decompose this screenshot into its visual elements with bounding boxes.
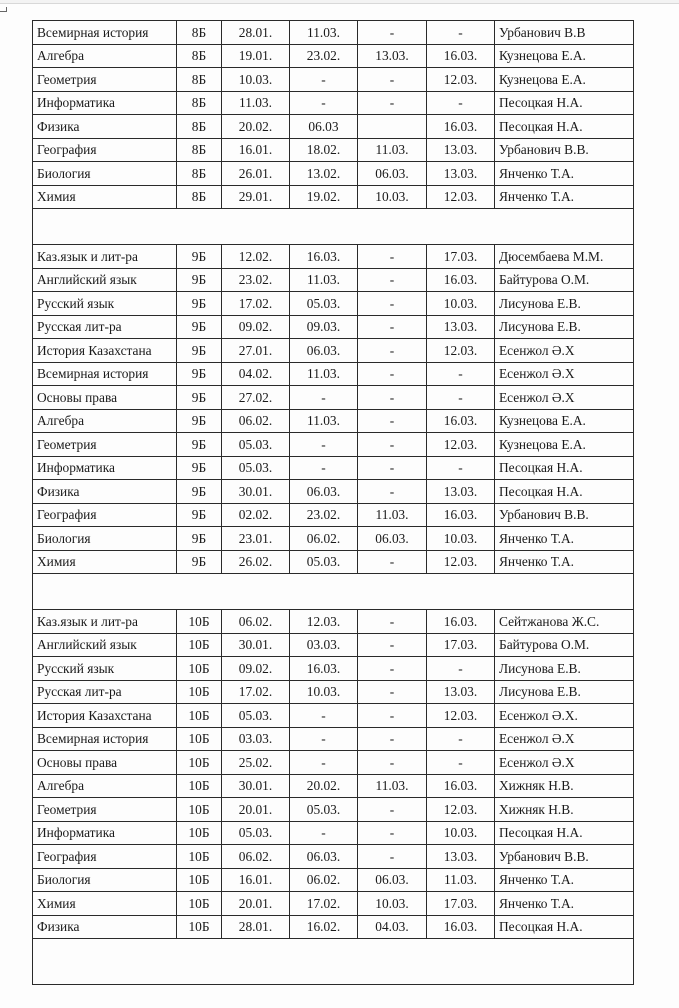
date2-cell: 06.02. [290,527,358,551]
teacher-cell: Есенжол Ә.Х [495,727,634,751]
class-cell: 9Б [177,315,222,339]
class-cell: 10Б [177,892,222,916]
table-row [33,115,634,139]
date4-cell: - [427,21,495,45]
class-cell: 10Б [177,868,222,892]
class-cell: 8Б [177,91,222,115]
date2-cell: 06.03. [290,480,358,504]
date3-cell: - [358,386,427,410]
date2-cell: 06.02. [290,868,358,892]
date2-cell: 06.03. [290,339,358,363]
class-cell: 9Б [177,386,222,410]
teacher-cell: Песоцкая Н.А. [495,480,634,504]
date4-cell: 11.03. [427,868,495,892]
date3-cell: 04.03. [358,915,427,939]
spacer-cell [33,209,634,245]
table-row [33,162,634,186]
date2-cell: - [290,751,358,775]
date4-cell: 16.03. [427,774,495,798]
table-row [33,550,634,574]
teacher-cell: Кузнецова Е.А. [495,68,634,92]
table-row [33,268,634,292]
class-cell: 10Б [177,751,222,775]
date1-cell: 27.01. [222,339,290,363]
subject-cell: Химия [33,892,177,916]
teacher-cell: Сейтжанова Ж.С. [495,610,634,634]
date1-cell: 10.03. [222,68,290,92]
class-cell: 9Б [177,268,222,292]
date3-cell: 11.03. [358,138,427,162]
date4-cell: 12.03. [427,433,495,457]
class-cell: 8Б [177,21,222,45]
teacher-cell: Лисунова Е.В. [495,657,634,681]
teacher-cell: Хижняк Н.В. [495,798,634,822]
table-row [33,610,634,634]
date1-cell: 09.02. [222,315,290,339]
teacher-cell: Есенжол Ә.Х [495,362,634,386]
class-cell: 8Б [177,68,222,92]
teacher-cell: Есенжол Ә.Х [495,386,634,410]
class-cell: 10Б [177,633,222,657]
table-row [33,915,634,939]
table-row [33,503,634,527]
class-cell: 9Б [177,409,222,433]
date4-cell: 12.03. [427,339,495,363]
date1-cell: 03.03. [222,727,290,751]
date1-cell: 06.02. [222,409,290,433]
subject-cell: Геометрия [33,68,177,92]
date2-cell: - [290,727,358,751]
subject-cell: Русская лит-ра [33,680,177,704]
document-page [0,3,679,1008]
subject-cell: Всемирная история [33,727,177,751]
date1-cell: 04.02. [222,362,290,386]
teacher-cell: Дюсембаева М.М. [495,245,634,269]
subject-cell: Информатика [33,456,177,480]
date2-cell: 11.03. [290,362,358,386]
teacher-cell: Песоцкая Н.А. [495,915,634,939]
date4-cell: 13.03. [427,315,495,339]
date3-cell: - [358,680,427,704]
teacher-cell: Кузнецова Е.А. [495,433,634,457]
date4-cell: 13.03. [427,680,495,704]
subject-cell: Алгебра [33,774,177,798]
spacer-cell [33,574,634,610]
teacher-cell: Урбанович В.В [495,21,634,45]
date3-cell: - [358,751,427,775]
class-cell: 8Б [177,138,222,162]
date3-cell: - [358,456,427,480]
teacher-cell: Кузнецова Е.А. [495,409,634,433]
date3-cell: - [358,633,427,657]
table-row [33,68,634,92]
date2-cell: 19.02. [290,185,358,209]
date1-cell: 02.02. [222,503,290,527]
table-row [33,245,634,269]
teacher-cell: Байтурова О.М. [495,633,634,657]
class-cell: 8Б [177,185,222,209]
date4-cell: - [427,727,495,751]
date2-cell: 06.03. [290,845,358,869]
date2-cell: - [290,433,358,457]
subject-cell: История Казахстана [33,339,177,363]
date3-cell: 11.03. [358,503,427,527]
class-cell: 9Б [177,527,222,551]
subject-cell: Геометрия [33,798,177,822]
section-spacer-row [33,939,634,985]
date3-cell: 11.03. [358,774,427,798]
date3-cell: - [358,480,427,504]
table-row [33,456,634,480]
date2-cell: - [290,68,358,92]
date3-cell: - [358,315,427,339]
teacher-cell: Урбанович В.В. [495,503,634,527]
subject-cell: Всемирная история [33,21,177,45]
schedule-table [32,20,634,985]
subject-cell: Русская лит-ра [33,315,177,339]
date4-cell: 13.03. [427,162,495,186]
subject-cell: Физика [33,480,177,504]
date3-cell: - [358,550,427,574]
date3-cell: - [358,433,427,457]
class-cell: 10Б [177,774,222,798]
teacher-cell: Хижняк Н.В. [495,774,634,798]
date4-cell: 12.03. [427,185,495,209]
date1-cell: 30.01. [222,480,290,504]
table-row [33,680,634,704]
date2-cell: 16.03. [290,245,358,269]
date2-cell: - [290,456,358,480]
date1-cell: 17.02. [222,680,290,704]
date3-cell [358,115,427,139]
date2-cell: - [290,386,358,410]
date3-cell: 13.03. [358,44,427,68]
class-cell: 10Б [177,821,222,845]
table-row [33,527,634,551]
date1-cell: 05.03. [222,821,290,845]
teacher-cell: Кузнецова Е.А. [495,44,634,68]
date2-cell: 23.02. [290,503,358,527]
subject-cell: География [33,138,177,162]
date1-cell: 28.01. [222,21,290,45]
teacher-cell: Янченко Т.А. [495,162,634,186]
subject-cell: Алгебра [33,409,177,433]
table-row [33,292,634,316]
date2-cell: 16.03. [290,657,358,681]
date2-cell: 03.03. [290,633,358,657]
date1-cell: 23.01. [222,527,290,551]
teacher-cell: Урбанович В.В. [495,845,634,869]
date2-cell: 11.03. [290,268,358,292]
subject-cell: География [33,845,177,869]
date4-cell: 12.03. [427,68,495,92]
date3-cell: 06.03. [358,527,427,551]
date4-cell: - [427,751,495,775]
date4-cell: 17.03. [427,633,495,657]
date2-cell: 23.02. [290,44,358,68]
table-row [33,657,634,681]
date3-cell: - [358,91,427,115]
class-cell: 10Б [177,704,222,728]
date2-cell: 06.03 [290,115,358,139]
class-cell: 9Б [177,339,222,363]
date1-cell: 19.01. [222,44,290,68]
subject-cell: Английский язык [33,268,177,292]
date2-cell: 18.02. [290,138,358,162]
teacher-cell: Янченко Т.А. [495,550,634,574]
date4-cell: - [427,91,495,115]
teacher-cell: Песоцкая Н.А. [495,456,634,480]
class-cell: 9Б [177,362,222,386]
table-row [33,892,634,916]
date4-cell: 16.03. [427,915,495,939]
date4-cell: 10.03. [427,527,495,551]
class-cell: 9Б [177,480,222,504]
section-spacer-row [33,574,634,610]
date1-cell: 26.02. [222,550,290,574]
date3-cell: - [358,657,427,681]
teacher-cell: Янченко Т.А. [495,892,634,916]
subject-cell: Физика [33,115,177,139]
spacer-cell [33,939,634,985]
date4-cell: - [427,386,495,410]
date1-cell: 05.03. [222,704,290,728]
date1-cell: 20.02. [222,115,290,139]
date2-cell: 11.03. [290,21,358,45]
table-row [33,138,634,162]
date4-cell: - [427,362,495,386]
table-row [33,845,634,869]
subject-cell: Биология [33,868,177,892]
date3-cell: - [358,68,427,92]
date1-cell: 28.01. [222,915,290,939]
date3-cell: 06.03. [358,868,427,892]
date1-cell: 06.02. [222,845,290,869]
date2-cell: - [290,91,358,115]
date2-cell: 05.03. [290,798,358,822]
class-cell: 9Б [177,433,222,457]
date4-cell: 13.03. [427,480,495,504]
class-cell: 10Б [177,657,222,681]
date4-cell: 10.03. [427,292,495,316]
table-row [33,339,634,363]
table-row [33,315,634,339]
class-cell: 9Б [177,292,222,316]
class-cell: 10Б [177,727,222,751]
table-row [33,821,634,845]
teacher-cell: Есенжол Ә.Х [495,339,634,363]
table-row [33,798,634,822]
teacher-cell: Есенжол Ә.Х. [495,704,634,728]
date2-cell: 13.02. [290,162,358,186]
table-row [33,774,634,798]
date4-cell: 10.03. [427,821,495,845]
date4-cell: 16.03. [427,115,495,139]
date3-cell: 10.03. [358,185,427,209]
date3-cell: 06.03. [358,162,427,186]
date1-cell: 05.03. [222,433,290,457]
subject-cell: Химия [33,550,177,574]
date4-cell: 12.03. [427,550,495,574]
date3-cell: 10.03. [358,892,427,916]
table-row [33,633,634,657]
subject-cell: Физика [33,915,177,939]
teacher-cell: Урбанович В.В. [495,138,634,162]
date1-cell: 20.01. [222,798,290,822]
date1-cell: 29.01. [222,185,290,209]
teacher-cell: Песоцкая Н.А. [495,821,634,845]
subject-cell: Каз.язык и лит-ра [33,245,177,269]
subject-cell: Биология [33,162,177,186]
date1-cell: 25.02. [222,751,290,775]
class-cell: 9Б [177,503,222,527]
date2-cell: - [290,821,358,845]
subject-cell: Каз.язык и лит-ра [33,610,177,634]
date3-cell: - [358,245,427,269]
subject-cell: Всемирная история [33,362,177,386]
class-cell: 10Б [177,845,222,869]
date4-cell: 17.03. [427,892,495,916]
date2-cell: - [290,704,358,728]
date1-cell: 30.01. [222,774,290,798]
class-cell: 10Б [177,680,222,704]
date3-cell: - [358,845,427,869]
date2-cell: 05.03. [290,550,358,574]
subject-cell: Информатика [33,821,177,845]
teacher-cell: Лисунова Е.В. [495,680,634,704]
page-corner-mark [0,7,7,12]
table-row [33,44,634,68]
teacher-cell: Байтурова О.М. [495,268,634,292]
table-row [33,21,634,45]
subject-cell: Алгебра [33,44,177,68]
date2-cell: 09.03. [290,315,358,339]
date1-cell: 09.02. [222,657,290,681]
subject-cell: Русский язык [33,292,177,316]
date4-cell: - [427,456,495,480]
table-row [33,91,634,115]
date2-cell: 17.02. [290,892,358,916]
date4-cell: 17.03. [427,245,495,269]
date3-cell: - [358,409,427,433]
date1-cell: 20.01. [222,892,290,916]
class-cell: 10Б [177,798,222,822]
date2-cell: 16.02. [290,915,358,939]
table-row [33,185,634,209]
date4-cell: 13.03. [427,845,495,869]
date1-cell: 26.01. [222,162,290,186]
subject-cell: Геометрия [33,433,177,457]
date1-cell: 16.01. [222,868,290,892]
table-row [33,751,634,775]
date4-cell: 16.03. [427,44,495,68]
date3-cell: - [358,362,427,386]
class-cell: 8Б [177,162,222,186]
teacher-cell: Янченко Т.А. [495,868,634,892]
date1-cell: 30.01. [222,633,290,657]
date1-cell: 23.02. [222,268,290,292]
subject-cell: Русский язык [33,657,177,681]
date4-cell: 12.03. [427,704,495,728]
table-row [33,868,634,892]
subject-cell: Основы права [33,386,177,410]
date3-cell: - [358,727,427,751]
schedule-table-body [33,21,634,985]
subject-cell: Основы права [33,751,177,775]
table-row [33,433,634,457]
table-row [33,409,634,433]
date4-cell: 16.03. [427,503,495,527]
subject-cell: История Казахстана [33,704,177,728]
date1-cell: 11.03. [222,91,290,115]
date2-cell: 05.03. [290,292,358,316]
teacher-cell: Янченко Т.А. [495,527,634,551]
table-row [33,480,634,504]
subject-cell: Биология [33,527,177,551]
date4-cell: 16.03. [427,409,495,433]
date1-cell: 12.02. [222,245,290,269]
date2-cell: 12.03. [290,610,358,634]
class-cell: 8Б [177,44,222,68]
section-spacer-row [33,209,634,245]
teacher-cell: Песоцкая Н.А. [495,115,634,139]
date1-cell: 06.02. [222,610,290,634]
date3-cell: - [358,292,427,316]
date3-cell: - [358,268,427,292]
date4-cell: 13.03. [427,138,495,162]
date1-cell: 16.01. [222,138,290,162]
subject-cell: Английский язык [33,633,177,657]
date3-cell: - [358,821,427,845]
date3-cell: - [358,610,427,634]
class-cell: 10Б [177,915,222,939]
table-row [33,386,634,410]
subject-cell: Информатика [33,91,177,115]
date2-cell: 20.02. [290,774,358,798]
subject-cell: География [33,503,177,527]
teacher-cell: Есенжол Ә.Х [495,751,634,775]
table-row [33,727,634,751]
date4-cell: 12.03. [427,798,495,822]
date3-cell: - [358,798,427,822]
date1-cell: 27.02. [222,386,290,410]
class-cell: 9Б [177,456,222,480]
class-cell: 10Б [177,610,222,634]
date3-cell: - [358,21,427,45]
date3-cell: - [358,704,427,728]
date4-cell: 16.03. [427,268,495,292]
teacher-cell: Лисунова Е.В. [495,292,634,316]
date2-cell: 11.03. [290,409,358,433]
class-cell: 9Б [177,245,222,269]
class-cell: 8Б [177,115,222,139]
teacher-cell: Янченко Т.А. [495,185,634,209]
class-cell: 9Б [177,550,222,574]
date4-cell: - [427,657,495,681]
teacher-cell: Песоцкая Н.А. [495,91,634,115]
date2-cell: 10.03. [290,680,358,704]
table-row [33,704,634,728]
date1-cell: 17.02. [222,292,290,316]
date3-cell: - [358,339,427,363]
subject-cell: Химия [33,185,177,209]
date1-cell: 05.03. [222,456,290,480]
table-row [33,362,634,386]
teacher-cell: Лисунова Е.В. [495,315,634,339]
date4-cell: 16.03. [427,610,495,634]
